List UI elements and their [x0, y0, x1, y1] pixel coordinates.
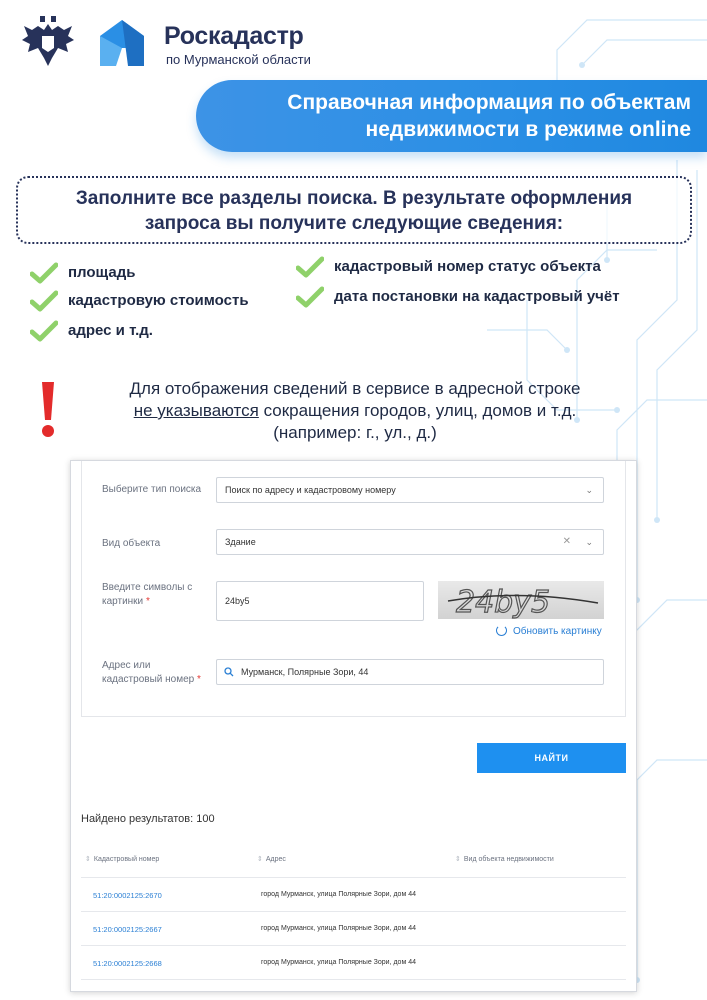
table-divider	[81, 979, 626, 980]
find-button[interactable]: НАЙТИ	[477, 743, 626, 773]
table-divider	[81, 877, 626, 878]
instruction-text: Заполните все разделы поиска. В результате оформления запроса вы получите следующие сведения:	[75, 188, 633, 234]
clear-icon[interactable]: ✕	[562, 536, 571, 547]
checkmark-icon	[296, 286, 324, 308]
chevron-down-icon: ⌄	[585, 485, 593, 495]
instruction-box	[16, 176, 692, 244]
table-row-address: город Мурманск, улица Полярные Зори, дом 44	[261, 925, 416, 932]
table-row-address: город Мурманск, улица Полярные Зори, дом 44	[261, 891, 416, 898]
rosreestr-logo-icon	[96, 18, 148, 70]
refresh-icon	[496, 625, 507, 636]
notice-text: Для отображения сведений в сервисе в адресной строке не указываются сокращения городов, улиц, домов и т.д. (например: г., ул., д.)	[129, 379, 581, 442]
coat-of-arms-icon	[18, 14, 78, 70]
chevron-down-icon: ⌄	[585, 537, 593, 547]
brand-subtitle: по Мурманской области	[166, 52, 311, 67]
checkmark-icon	[30, 290, 58, 312]
brand-title: Роскадастр	[164, 22, 304, 50]
notice-underlined: не указываются	[133, 401, 259, 420]
search-form	[81, 461, 626, 717]
table-row-address: город Мурманск, улица Полярные Зори, дом 44	[261, 959, 416, 966]
table-row-number-link[interactable]: 51:20:0002125:2670	[93, 891, 162, 900]
column-header-address[interactable]: ⇕ Адрес	[257, 856, 286, 863]
search-icon	[224, 667, 234, 677]
object-type-label: Вид объекта	[102, 538, 161, 549]
refresh-captcha-link[interactable]: Обновить картинку	[496, 625, 602, 637]
captcha-text: 24by5	[456, 585, 551, 619]
search-type-label: Выберите тип поиска	[102, 484, 202, 495]
checkmark-icon	[30, 320, 58, 342]
captcha-image	[438, 581, 604, 619]
captcha-label: Введите символы с картинки *	[102, 582, 193, 607]
column-header-object-type[interactable]: ⇕ Вид объекта недвижимости	[455, 856, 554, 863]
sort-icon: ⇕	[257, 856, 263, 863]
table-divider	[81, 945, 626, 946]
results-count: Найдено результатов: 100	[81, 813, 215, 825]
sort-icon: ⇕	[85, 856, 91, 863]
column-header-number[interactable]: ⇕ Кадастровый номер	[85, 856, 160, 863]
captcha-input[interactable]: 24by5	[216, 581, 424, 621]
search-service-screenshot	[70, 460, 637, 992]
banner-title: Справочная информация по объектам недвижимости в режиме online	[287, 91, 691, 141]
address-label: Адрес или кадастровый номер *	[102, 660, 201, 685]
checkmark-icon	[296, 256, 324, 278]
exclamation-icon	[38, 380, 58, 438]
header	[18, 10, 418, 74]
object-type-select[interactable]: Здание ✕ ⌄	[216, 529, 604, 555]
address-input[interactable]: Мурманск, Полярные Зори, 44	[216, 659, 604, 685]
table-row-number-link[interactable]: 51:20:0002125:2668	[93, 959, 162, 968]
search-type-select[interactable]: Поиск по адресу и кадастровому номеру ⌄	[216, 477, 604, 503]
sort-icon: ⇕	[455, 856, 461, 863]
table-divider	[81, 911, 626, 912]
title-banner	[196, 80, 707, 152]
table-row-number-link[interactable]: 51:20:0002125:2667	[93, 925, 162, 934]
checkmark-icon	[30, 262, 58, 284]
